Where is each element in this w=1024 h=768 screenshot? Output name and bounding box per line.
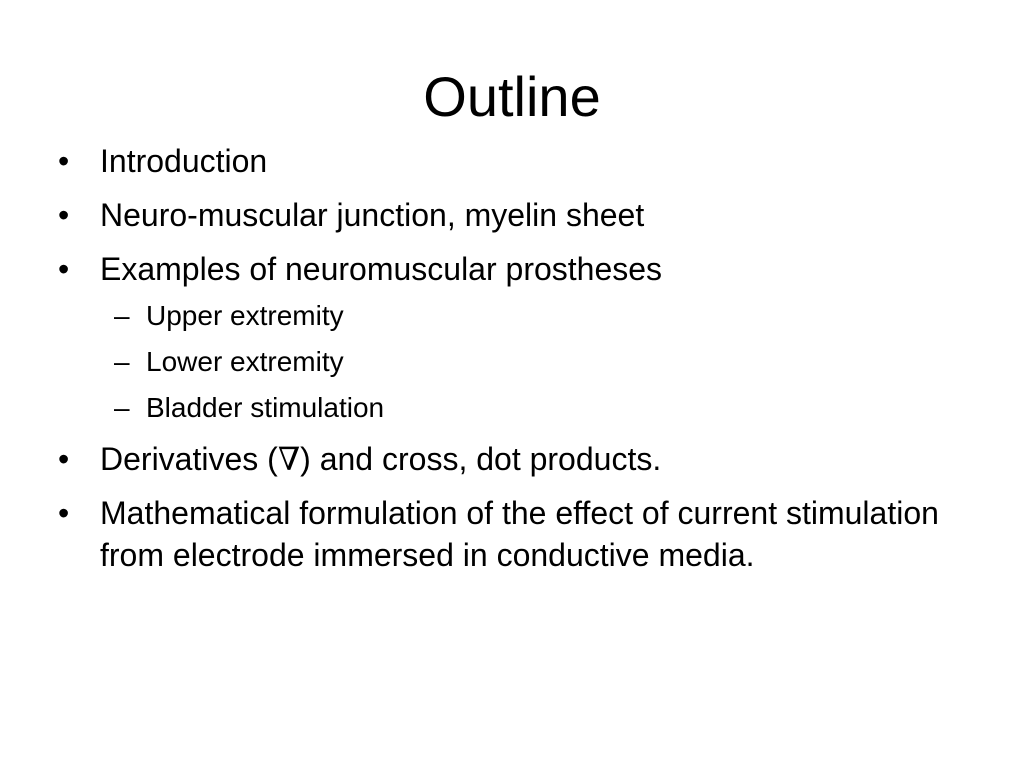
bullet-text: Mathematical formulation of the effect of current stimulation from electrode immersed in conductive media.: [100, 495, 939, 573]
bullet-text: Examples of neuromuscular prostheses: [100, 251, 663, 287]
sub-item: [58, 298, 998, 334]
bullet-marker: •: [58, 441, 70, 477]
sub-marker: –: [114, 346, 130, 377]
bullet-list: [58, 140, 998, 588]
bullet-text: Neuro-muscular junction, myelin sheet: [100, 197, 645, 233]
sub-text: Bladder stimulation: [146, 392, 385, 423]
bullet-text-after: ) and cross, dot products.: [300, 441, 662, 477]
sub-item: [58, 390, 998, 426]
bullet-text: Introduction: [100, 143, 268, 179]
sub-marker: –: [114, 300, 130, 331]
bullet-marker: •: [58, 495, 70, 531]
sub-marker: –: [114, 392, 130, 423]
sub-list: [58, 298, 998, 426]
sub-text: Lower extremity: [146, 346, 344, 377]
sub-item: [58, 344, 998, 380]
bullet-item: [58, 194, 998, 236]
bullet-item: [58, 140, 998, 182]
nabla-symbol: ∇: [277, 440, 301, 478]
bullet-text: [100, 441, 661, 477]
bullet-marker: •: [58, 197, 70, 233]
bullet-text-before: Derivatives (: [100, 441, 278, 477]
sub-text: Upper extremity: [146, 300, 344, 331]
slide-title: Outline: [423, 65, 601, 128]
bullet-item: [58, 438, 998, 480]
bullet-item: [58, 492, 998, 576]
bullet-marker: •: [58, 251, 70, 287]
bullet-marker: •: [58, 143, 70, 179]
bullet-item: [58, 248, 998, 290]
